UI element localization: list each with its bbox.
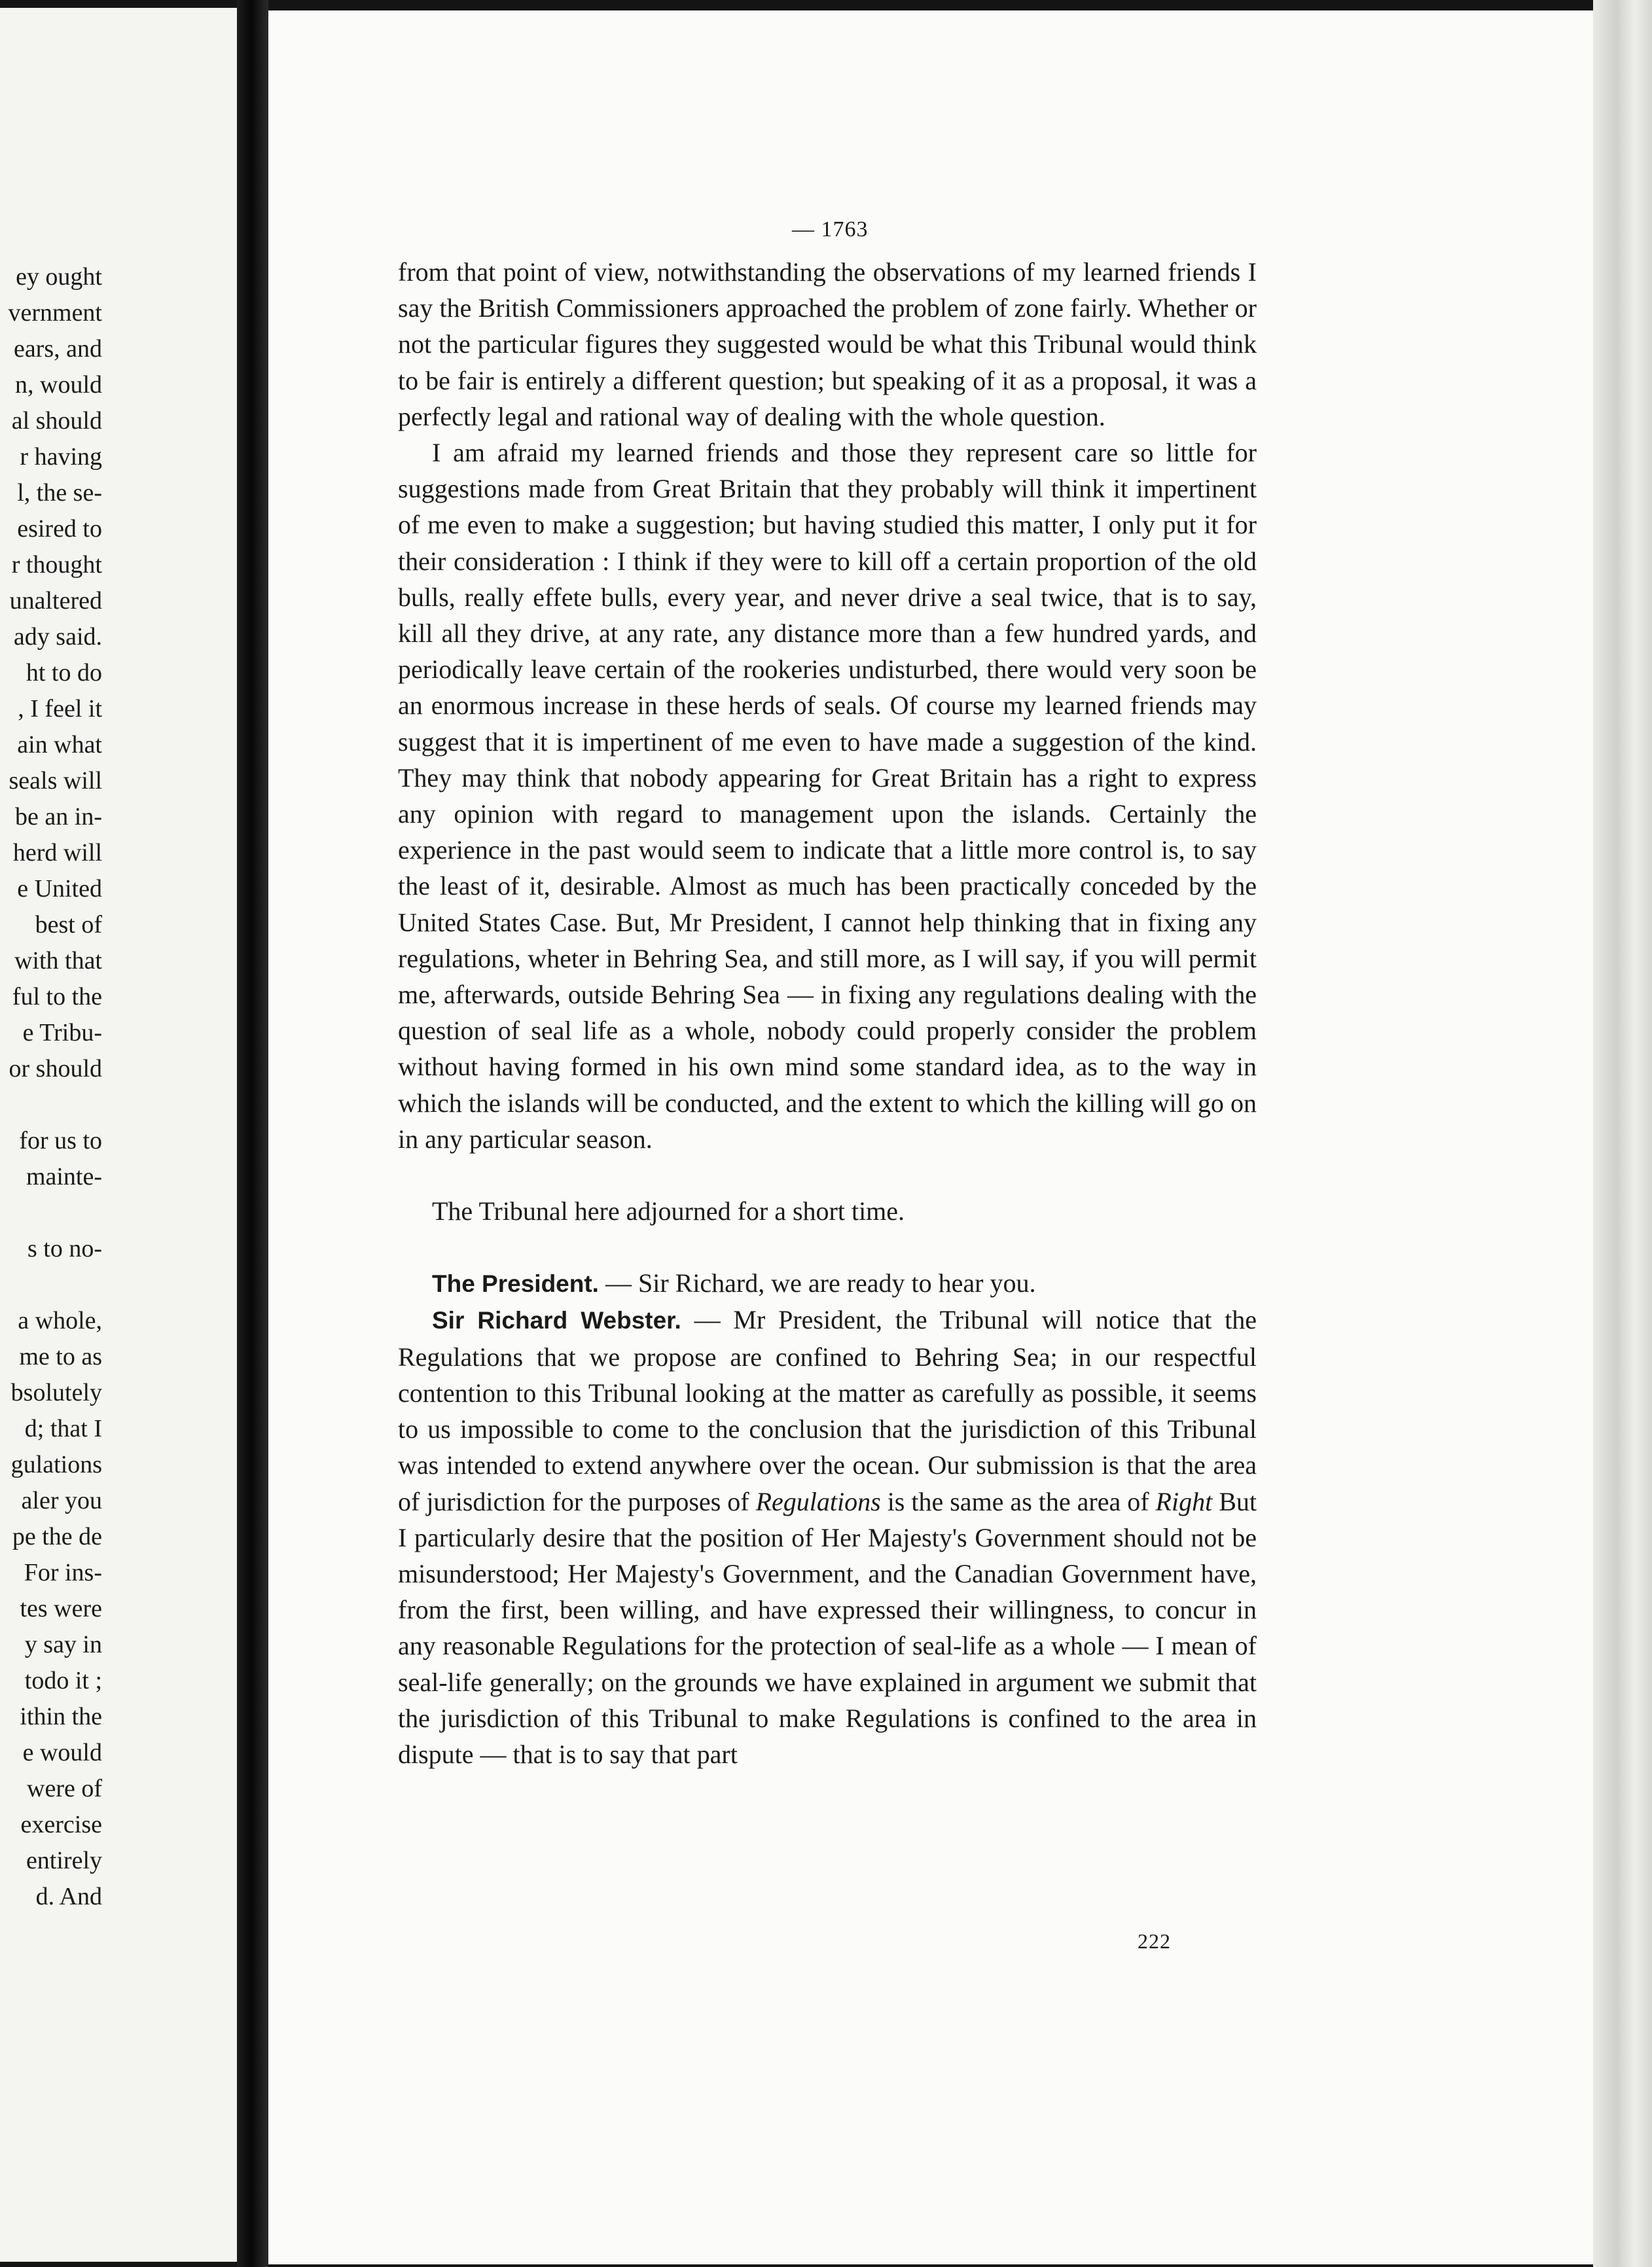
left-page-fragment: e Tribu- bbox=[22, 1019, 102, 1046]
left-page-fragment: were of bbox=[27, 1775, 102, 1802]
adjournment-note: The Tribunal here adjourned for a short time. bbox=[432, 1196, 905, 1226]
speech-text: But I particularly desire that the position of Her Majesty's Government should not be misunderstood; Her Majesty's Government, and the Canadian Government have, from the first, been willing, and have expressed their willingness, to concur in any reasonable Regulations for the protection of seal-life as a whole — I mean of seal-life generally; on the grounds we have explained in argument we submit that the jurisdiction of this Tribunal to make Regulations is confined to the area in dispute — that is to say that part bbox=[398, 1486, 1257, 1769]
emphasis-regulations: Regulations bbox=[755, 1486, 881, 1516]
paragraph-suggestion: I am afraid my learned friends and those they represent care so little for suggestions made from Great Britain that they probably will think it impertinent of me even to make a suggestion; but having studied this matter, I only put it for their consideration : I think if they were to kill off a certain proportion of the old bulls, really effete bulls, every year, and never drive a seal twice, that is to say, kill all they drive, at any rate, any distance more than a few hundred yards, and periodically leave certain of the rookeries undisturbed, there would very soon be an enormous increase in these herds of seals. Of course my learned friends may suggest that it is impertinent of me even to have made a suggestion of the kind. They may think that nobody appearing for Great Britain has a right to express any opinion with regard to management upon the islands. Certainly the experience in the past would seem to indicate that a little more control is, to say the least of it, desirable. Almost as much has been practically conceded by the United States Case. But, Mr President, I cannot help thinking that in fixing any regulations, wheter in Behring Sea, and still more, as I will say, if you will permit me, afterwards, outside Behring Sea — in fixing any regulations dealing with the question of seal life as a whole, nobody could properly consider the problem without having formed in his own mind some standard idea, as to the way in which the islands will be conducted, and the extent to which the killing will go on in any particular season. bbox=[398, 438, 1257, 1154]
left-page-fragment: s to no- bbox=[27, 1235, 102, 1262]
left-page-fragment: bsolutely bbox=[10, 1379, 102, 1406]
left-page-fragment: pe the de bbox=[12, 1523, 102, 1550]
left-page-fragment: d. And bbox=[35, 1883, 102, 1910]
left-page-fragment: ful to the bbox=[12, 983, 102, 1010]
left-page-fragment: be an in- bbox=[15, 803, 102, 830]
left-page-fragment: esired to bbox=[17, 515, 102, 543]
left-page-fragment: ithin the bbox=[20, 1703, 102, 1730]
book-gutter bbox=[237, 0, 268, 2267]
left-page-fragment: a whole, bbox=[18, 1307, 102, 1334]
left-page-fragment: unaltered bbox=[9, 587, 102, 615]
left-page-fragment: or should bbox=[9, 1055, 102, 1082]
left-page-fragment: ey ought bbox=[16, 263, 102, 291]
left-page-fragment: y say in bbox=[24, 1631, 102, 1658]
left-page-fragment: , I feel it bbox=[18, 695, 102, 723]
speaker-name: Sir Richard Webster. bbox=[432, 1307, 681, 1334]
webster-remark bbox=[398, 1302, 1257, 1772]
left-page-fragment: entirely bbox=[26, 1847, 102, 1874]
left-page-fragment: for us to bbox=[19, 1127, 102, 1154]
page-number-header: — 1763 bbox=[792, 217, 869, 241]
left-page-fragment: seals will bbox=[9, 767, 102, 794]
paragraph-spacer bbox=[398, 1229, 1257, 1265]
left-page-fragment: mainte- bbox=[26, 1163, 102, 1190]
left-page-fragment: e would bbox=[22, 1739, 102, 1766]
left-page-fragment: with that bbox=[14, 947, 102, 974]
left-page-fragment: aler you bbox=[21, 1487, 102, 1514]
left-page-fragment: ady said. bbox=[13, 623, 102, 651]
left-page-fragment: me to as bbox=[19, 1343, 102, 1370]
left-page-fragment: ht to do bbox=[26, 659, 102, 687]
left-page-fragment: r having bbox=[20, 443, 102, 471]
left-page-fragment: ears, and bbox=[13, 335, 102, 363]
left-page-fragment: For ins- bbox=[24, 1559, 102, 1586]
left-page-fragment: al should bbox=[11, 407, 102, 435]
president-remark bbox=[398, 1265, 1257, 1302]
left-page-edge bbox=[0, 8, 237, 2262]
left-page-fragment: tes were bbox=[20, 1595, 102, 1622]
speech-text: — Mr President, the Tribunal will notice that the Regulations that we propose are confined to Behring Sea; in our respectful contention to this Tribunal looking at the matter as carefully as possible, it seems to us impossible to come to the conclusion that the jurisdiction of this Tribunal was intended to extend anywhere over the ocean. Our submission is that the area of jurisdiction for the purposes of bbox=[398, 1305, 1257, 1516]
left-page-fragment: d; that I bbox=[24, 1415, 102, 1442]
speech-text: — Sir Richard, we are ready to hear you. bbox=[598, 1268, 1036, 1298]
left-page-fragment: n, would bbox=[15, 371, 102, 399]
left-page-fragment: l, the se- bbox=[17, 479, 102, 507]
page-stack-edge bbox=[1593, 0, 1652, 2267]
left-page-fragment: herd will bbox=[12, 839, 102, 866]
left-page-fragment: ain what bbox=[17, 731, 102, 759]
printer-signature: 222 bbox=[1138, 1929, 1171, 1953]
main-text bbox=[398, 254, 1257, 1772]
speaker-name: The President. bbox=[432, 1270, 599, 1298]
left-page-fragment: r thought bbox=[11, 551, 102, 579]
speech-text: is the same as the area of bbox=[880, 1486, 1156, 1516]
left-page-fragment: exercise bbox=[20, 1811, 102, 1838]
emphasis-right: Right bbox=[1155, 1486, 1213, 1516]
paragraph-spacer bbox=[398, 1157, 1257, 1193]
paragraph-continuation: from that point of view, notwithstanding the observations of my learned friends I say the British Commissioners approached the problem of zone fairly. Whether or not the particular figures they suggested would be what this Tribunal would think to be fair is entirely a different question; but speaking of it as a proposal, it was a perfectly legal and rational way of dealing with the whole question. bbox=[398, 257, 1257, 431]
left-page-fragment: todo it ; bbox=[24, 1667, 102, 1694]
left-page-fragment: e United bbox=[17, 875, 102, 902]
left-page-fragment: gulations bbox=[10, 1451, 102, 1478]
left-page-fragment: best of bbox=[35, 911, 102, 938]
left-page-fragment: vernment bbox=[8, 299, 102, 327]
